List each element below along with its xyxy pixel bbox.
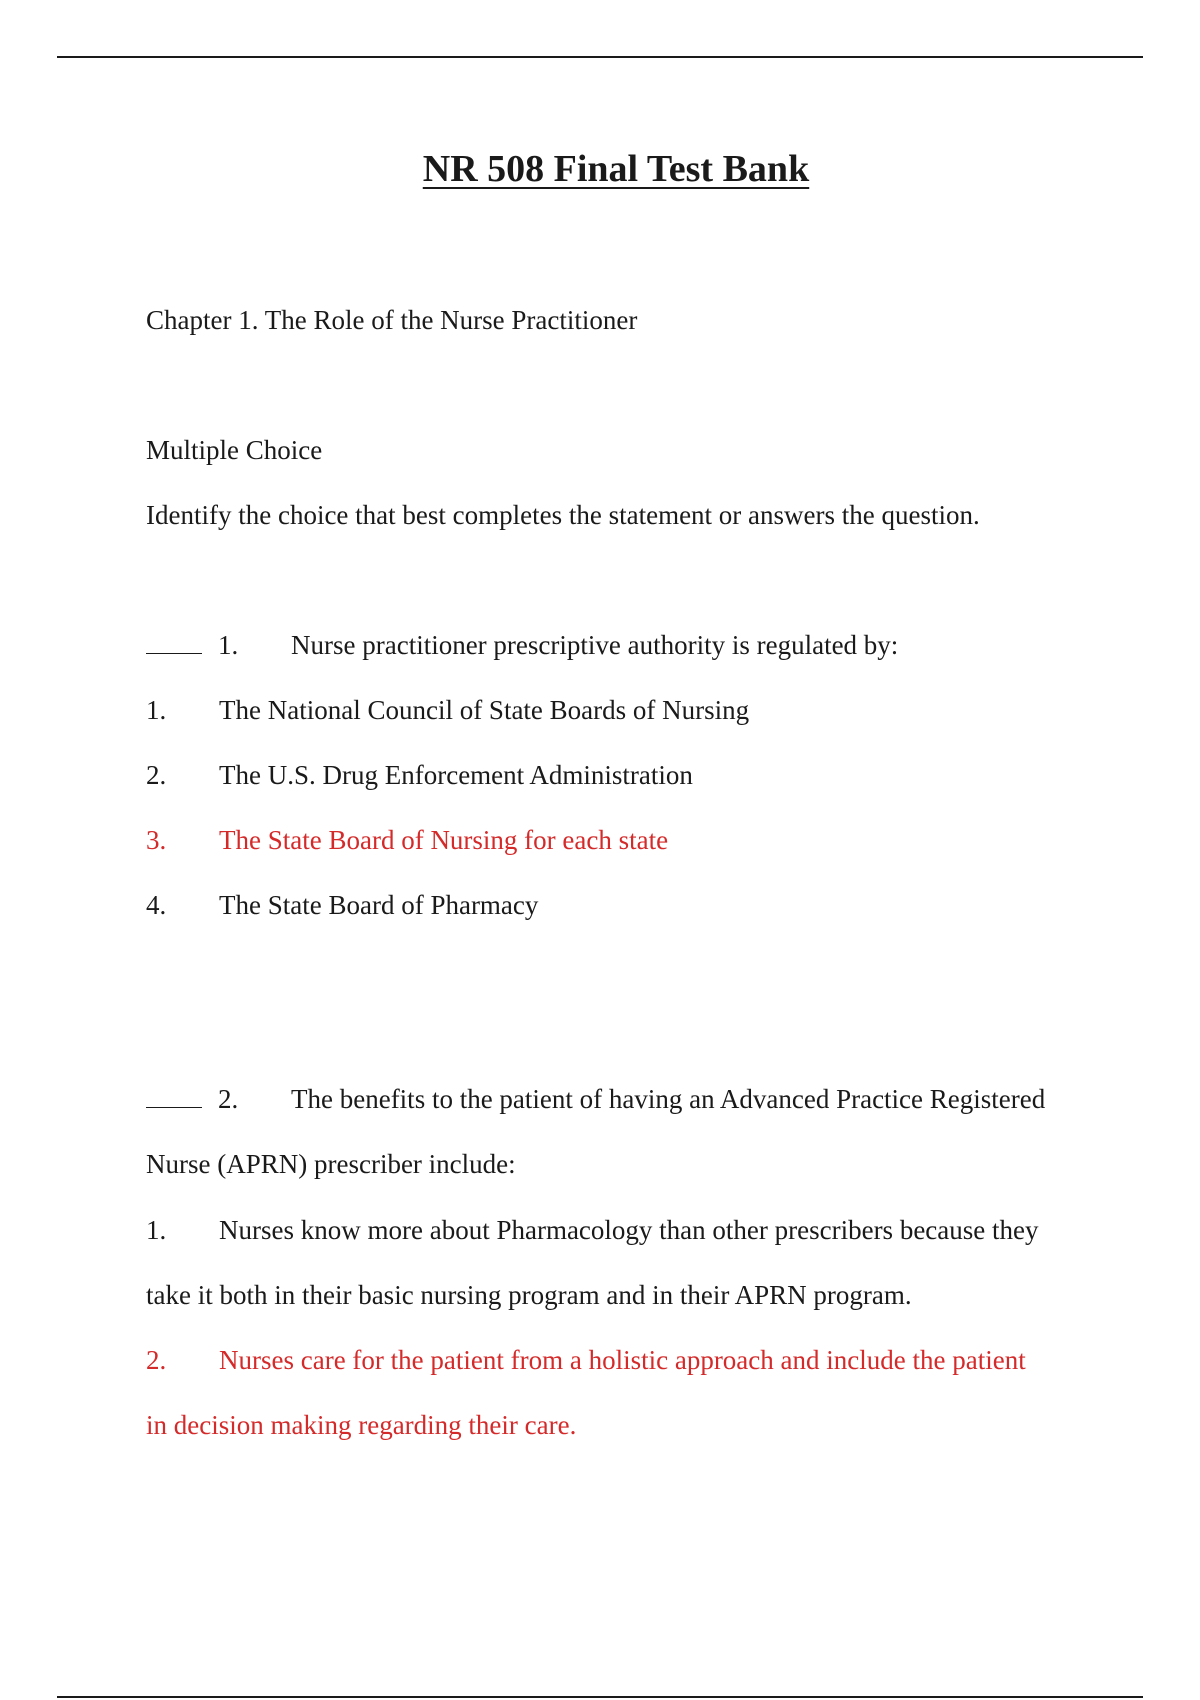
question-1 [146, 629, 898, 661]
option-text: The State Board of Pharmacy [219, 890, 539, 920]
question-stem: Nurse practitioner prescriptive authority is regulated by: [291, 630, 899, 660]
option-text: The State Board of Nursing for each state [219, 825, 669, 855]
q2-option-2-continued: in decision making regarding their care. [146, 1410, 577, 1440]
answer-blank [146, 631, 202, 654]
bottom-rule [57, 1696, 1143, 1698]
option-text: Nurses know more about Pharmacology than other prescribers because they [219, 1215, 1039, 1245]
instructions: Identify the choice that best completes the statement or answers the question. [146, 500, 980, 530]
top-rule [57, 56, 1143, 58]
option-number: 3. [146, 825, 167, 855]
question-2-continued: Nurse (APRN) prescriber include: [146, 1149, 516, 1179]
q2-option-1 [146, 1214, 1039, 1246]
option-number: 4. [146, 890, 167, 920]
option-4 [146, 889, 538, 921]
chapter-heading: Chapter 1. The Role of the Nurse Practitioner [146, 305, 638, 335]
question-number: 1. [218, 630, 239, 660]
option-number: 2. [146, 760, 167, 790]
section-heading: Multiple Choice [146, 435, 323, 465]
option-number: 1. [146, 1215, 167, 1245]
question-2 [146, 1083, 1045, 1115]
option-2 [146, 759, 693, 791]
page-title: NR 508 Final Test Bank [422, 148, 810, 190]
option-text: The U.S. Drug Enforcement Administration [219, 760, 693, 790]
q2-option-1-continued: take it both in their basic nursing program and in their APRN program. [146, 1280, 912, 1310]
option-text: The National Council of State Boards of Nursing [219, 695, 750, 725]
question-stem: The benefits to the patient of having an Advanced Practice Registered [291, 1084, 1046, 1114]
option-number: 1. [146, 695, 167, 725]
answer-blank [146, 1085, 202, 1108]
option-1 [146, 694, 749, 726]
option-text: Nurses care for the patient from a holistic approach and include the patient [219, 1345, 1026, 1375]
question-number: 2. [218, 1084, 239, 1114]
option-3-correct [146, 824, 668, 856]
option-number: 2. [146, 1345, 167, 1375]
q2-option-2-correct [146, 1344, 1026, 1376]
